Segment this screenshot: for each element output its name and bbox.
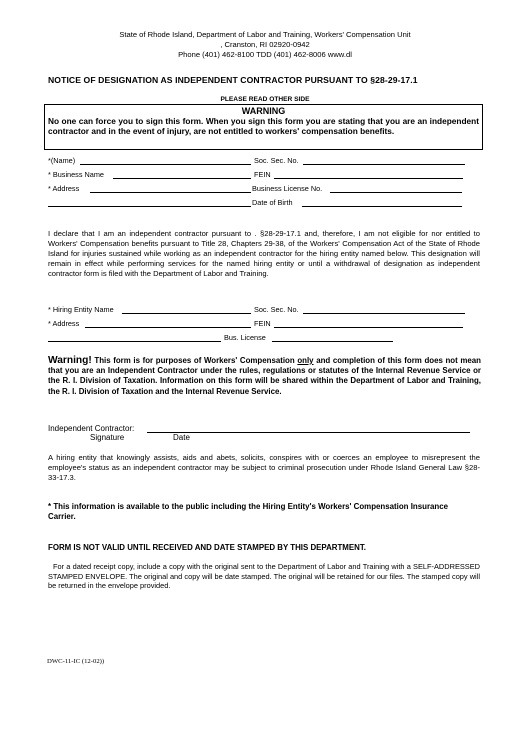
address-line-2-field[interactable]: [48, 206, 251, 207]
address-label: * Address: [48, 184, 80, 193]
business-name-field[interactable]: [113, 178, 251, 179]
hiring-fein-field[interactable]: [274, 327, 463, 328]
fein-field[interactable]: [274, 178, 463, 179]
date-caption: Date: [173, 433, 190, 442]
fein-label: FEIN: [254, 170, 271, 179]
hiring-fein-label: FEIN: [254, 319, 271, 328]
dob-field[interactable]: [302, 206, 462, 207]
hiring-entity-name-label: * Hiring Entity Name: [48, 305, 114, 314]
warning-box: [44, 104, 483, 150]
purpose-warning-part1: This form is for purposes of Workers' Compensation: [91, 356, 298, 365]
warning-text: No one can force you to sign this form. When you sign this form you are stating that you are an independent contractor and in the event of injury, are not entitled to workers' compensation benefits.: [48, 116, 479, 137]
purpose-warning-part2: and completion of this form does not mean that you are an Independent Contractor under the rules, regulations or statutes of the Internal Revenue Service or the R. I. Division of Taxation. Information on this form will be shared within the Department of Labor and Training, the R. I. Division of Taxation and the Internal Revenue Service.: [48, 356, 481, 396]
purpose-warning-lead: Warning!: [48, 355, 92, 366]
dob-label: Date of Birth: [252, 198, 293, 207]
please-read-note: PLEASE READ OTHER SIDE: [220, 96, 310, 103]
name-field[interactable]: [80, 164, 251, 165]
business-name-label: * Business Name: [48, 170, 104, 179]
public-info-note: * This information is available to the public including the Hiring Entity's Workers' Compensation Insurance Carrier.: [48, 502, 448, 522]
address-field[interactable]: [90, 192, 251, 193]
signature-field[interactable]: [147, 432, 470, 433]
business-license-label: Business License No.: [252, 184, 323, 193]
header-phone-line: Phone (401) 462-8100 TDD (401) 462-8006 www.dl: [178, 50, 352, 59]
ssn-field[interactable]: [303, 164, 465, 165]
header-address-line: , Cranston, RI 02920-0942: [220, 40, 310, 49]
penalty-paragraph: A hiring entity that knowingly assists, aids and abets, solicits, conspires with or coerces an employee to misrepresent the employee's status as an independent contractor may be subject to criminal prosecution under Rhode Island General Law §28-33-17.3.: [48, 453, 480, 482]
hiring-ssn-field[interactable]: [303, 313, 465, 314]
form-title: NOTICE OF DESIGNATION AS INDEPENDENT CONTRACTOR PURSUANT TO §28-29-17.1: [48, 75, 418, 85]
signature-label: Independent Contractor:: [48, 424, 135, 433]
header-agency-line: State of Rhode Island, Department of Labor and Training, Workers' Compensation Unit: [119, 30, 411, 39]
hiring-ssn-label: Soc. Sec. No.: [254, 305, 299, 314]
hiring-entity-name-field[interactable]: [122, 313, 251, 314]
not-valid-notice: FORM IS NOT VALID UNTIL RECEIVED AND DATE STAMPED BY THIS DEPARTMENT.: [48, 543, 366, 552]
receipt-instructions: For a dated receipt copy, include a copy with the original sent to the Department of Labor and Training with a SELF-ADDRESSED STAMPED ENVELOPE. The original and copy will be date stamped. The original will be retained for our files. The stamped copy will be returned in the envelope provided.: [48, 562, 480, 591]
declaration-paragraph: I declare that I am an independent contractor pursuant to . §28-29-17.1 and, therefore, I am not eligible for nor entitled to Workers' Compensation benefits pursuant to Title 28, Chapters 29-38, of the Workers' Compensation Act of the State of Rhode Island for injuries sustained while working as an independent contractor for the hiring entity named below. This designation will remain in effect while performing services for the named hiring entity or until a withdrawal of designation as independent contractor form is filed with the Department of Labor and Training.: [48, 229, 480, 278]
bus-license-field[interactable]: [272, 341, 393, 342]
hiring-address-line-2-field[interactable]: [48, 341, 221, 342]
purpose-warning-only: only: [297, 356, 314, 365]
hiring-address-label: * Address: [48, 319, 80, 328]
warning-heading: WARNING: [241, 106, 286, 116]
ssn-label: Soc. Sec. No.: [254, 156, 299, 165]
signature-caption: Signature: [90, 433, 125, 442]
bus-license-label: Bus. License: [224, 333, 266, 342]
business-license-field[interactable]: [330, 192, 462, 193]
form-code: DWC-11-IC (12-02)): [47, 658, 105, 665]
name-label: *(Name): [48, 156, 76, 165]
purpose-warning: [48, 356, 481, 397]
hiring-address-field[interactable]: [85, 327, 251, 328]
